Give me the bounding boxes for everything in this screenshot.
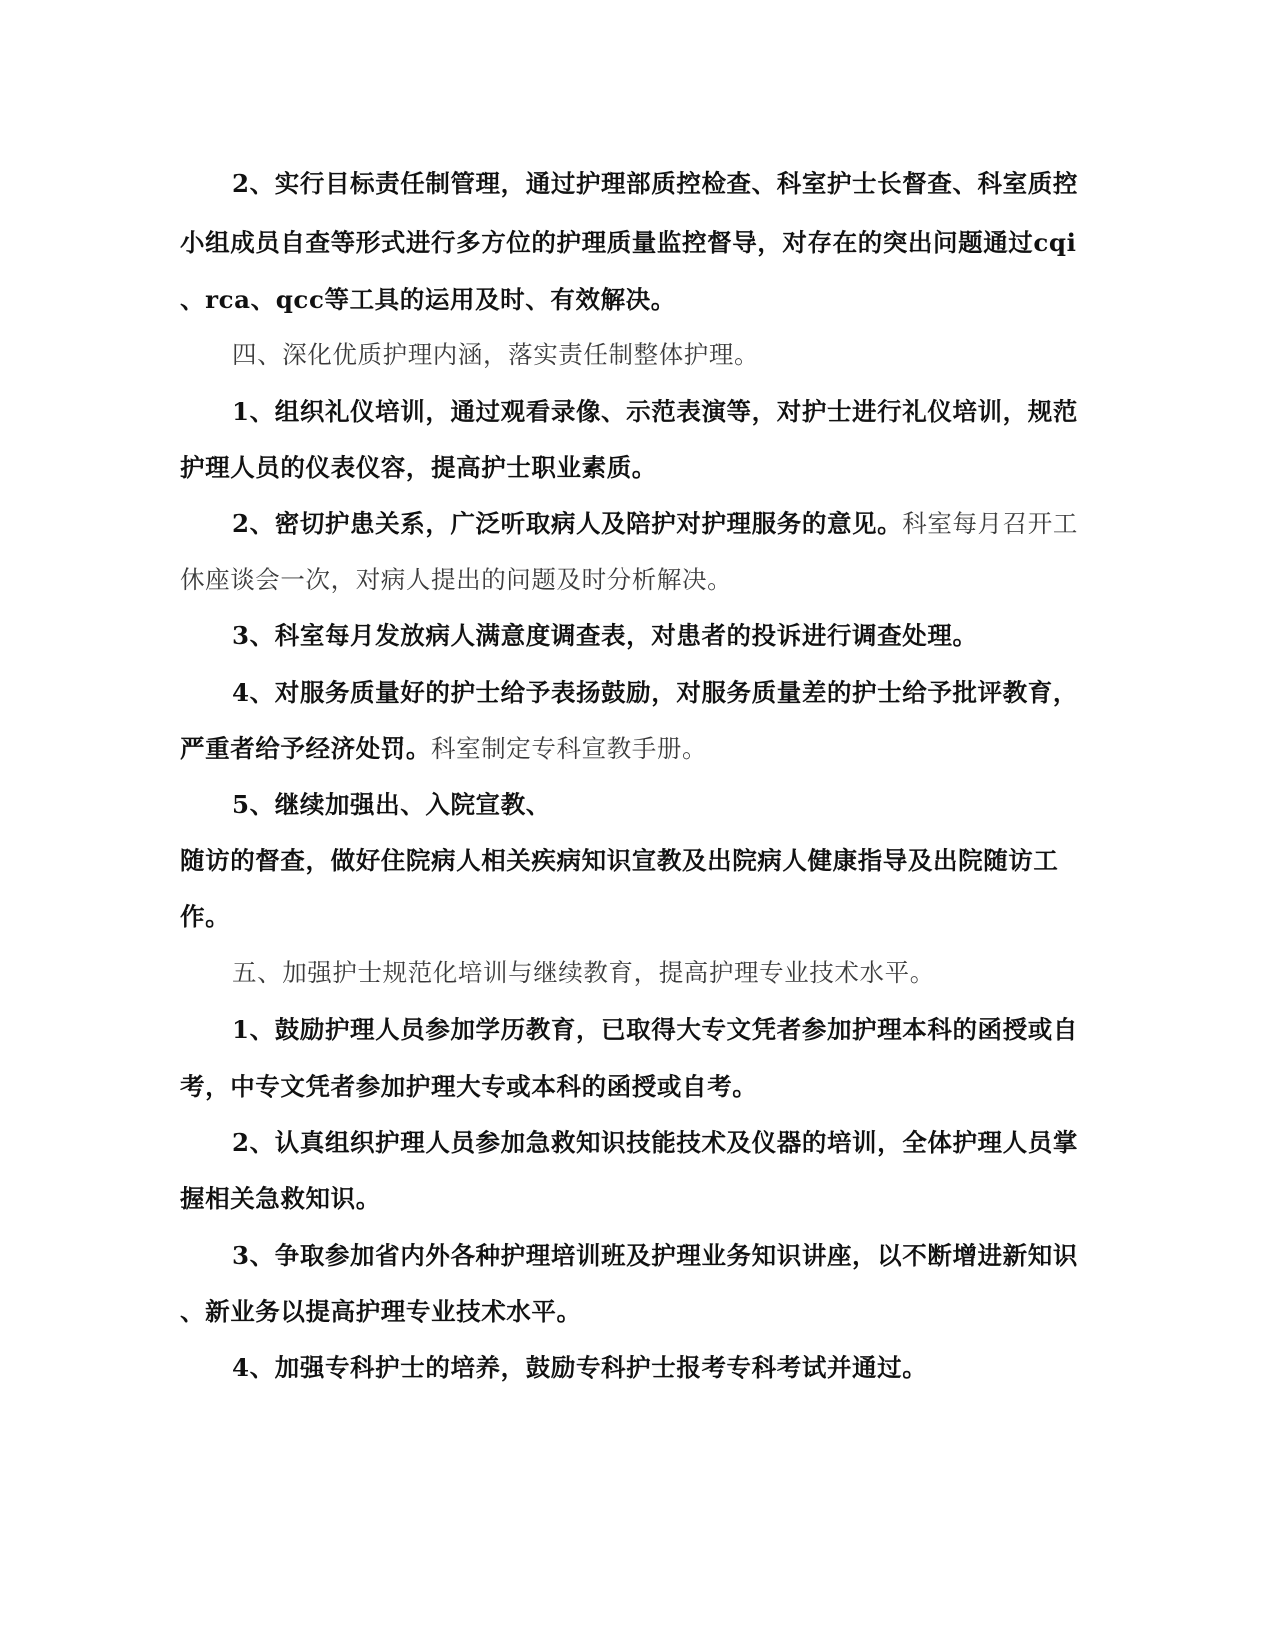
paragraph-line: 、rca、qcc等工具的运用及时、有效解决。: [180, 285, 676, 314]
paragraph-line: 4、加强专科护士的培养，鼓励专科护士报考专科考试并通过。: [232, 1353, 928, 1382]
paragraph-line: 1、组织礼仪培训，通过观看录像、示范表演等，对护士进行礼仪培训，规范: [232, 397, 1078, 426]
paragraph-line: [0, 508, 1275, 541]
paragraph-line: [0, 733, 1275, 766]
paragraph-segment: 2、密切护患关系，广泛听取病人及陪护对护理服务的意见。: [232, 509, 903, 538]
paragraph-line: 3、科室每月发放病人满意度调查表，对患者的投诉进行调查处理。: [232, 621, 978, 650]
paragraph-line: 5、继续加强出、入院宣教、: [232, 790, 551, 819]
paragraph-line: 、新业务以提高护理专业技术水平。: [180, 1297, 582, 1326]
paragraph-line: 2、认真组织护理人员参加急救知识技能技术及仪器的培训，全体护理人员掌: [232, 1128, 1078, 1157]
section-heading: 五、加强护士规范化培训与继续教育，提高护理专业技术水平。: [232, 958, 935, 987]
paragraph-line: 4、对服务质量好的护士给予表扬鼓励，对服务质量差的护士给予批评教育，: [232, 678, 1078, 707]
paragraph-line: 握相关急救知识。: [180, 1184, 381, 1213]
paragraph-line: 休座谈会一次，对病人提出的问题及时分析解决。: [180, 565, 733, 594]
paragraph-line: 随访的督查，做好住院病人相关疾病知识宣教及出院病人健康指导及出院随访工: [180, 846, 1059, 875]
section-heading: 四、深化优质护理内涵，落实责任制整体护理。: [232, 340, 760, 369]
paragraph-line: 护理人员的仪表仪容，提高护士职业素质。: [180, 453, 657, 482]
paragraph-line: 3、争取参加省内外各种护理培训班及护理业务知识讲座，以不断增进新知识: [232, 1241, 1078, 1270]
paragraph-line: 2、实行目标责任制管理，通过护理部质控检查、科室护士长督查、科室质控: [232, 169, 1078, 198]
paragraph-segment: 科室每月召开工: [902, 509, 1078, 538]
paragraph-segment: 科室制定专科宣教手册。: [431, 734, 708, 763]
paragraph-line: 1、鼓励护理人员参加学历教育，已取得大专文凭者参加护理本科的函授或自: [232, 1015, 1078, 1044]
paragraph-segment: 严重者给予经济处罚。: [180, 734, 431, 763]
paragraph-line: 作。: [180, 902, 231, 931]
paragraph-line: 考，中专文凭者参加护理大专或本科的函授或自考。: [180, 1072, 758, 1101]
paragraph-line: 小组成员自查等形式进行多方位的护理质量监控督导，对存在的突出问题通过cqi: [180, 228, 1077, 257]
